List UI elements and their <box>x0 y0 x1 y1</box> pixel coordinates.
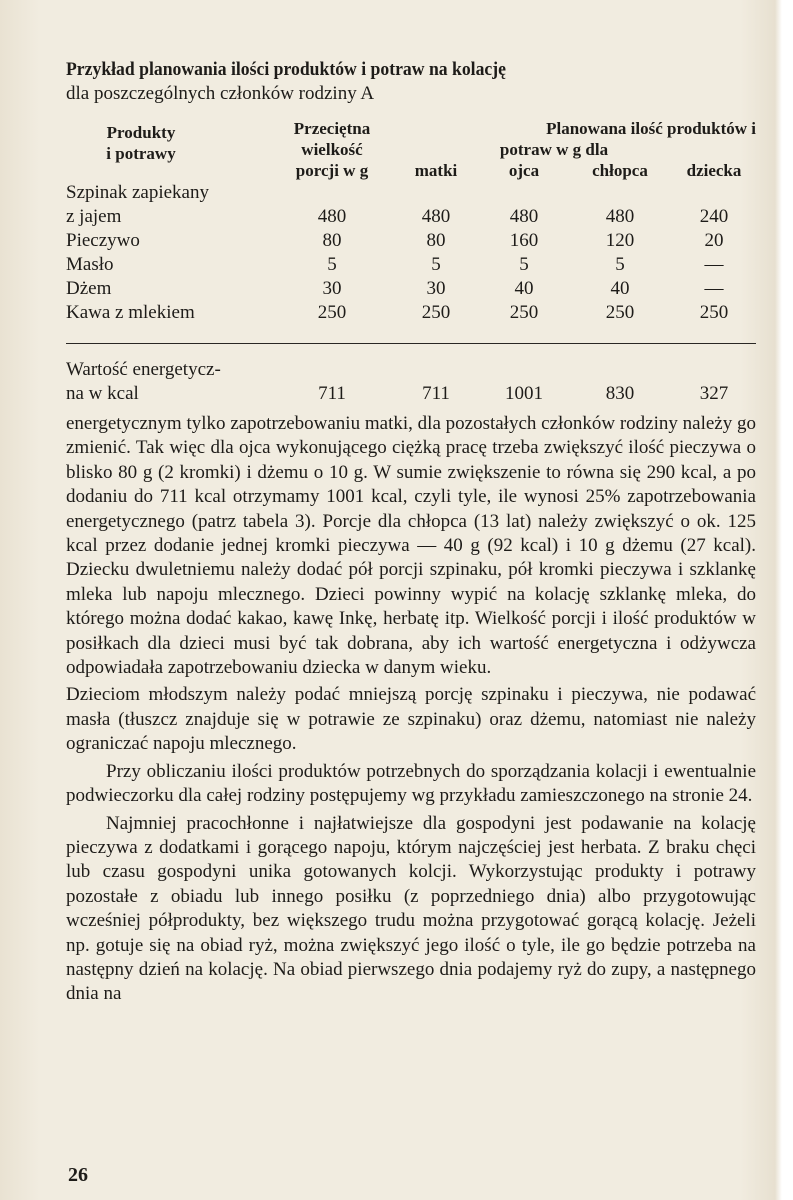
cell-mother: 80 <box>426 230 446 251</box>
cell-mother: 5 <box>431 254 441 275</box>
row-label: Szpinak zapiekany <box>66 182 209 203</box>
row-label: z jajem <box>66 206 122 227</box>
cell-boy: 40 <box>610 278 630 299</box>
cell-avg: 480 <box>317 206 347 227</box>
header-planned-line2: potraw w g dla <box>499 140 609 159</box>
cell-child: 250 <box>699 302 729 323</box>
cell-mother: 250 <box>421 302 451 323</box>
header-child: dziecka <box>686 161 742 180</box>
energy-label: na w kcal <box>66 383 139 404</box>
table-row <box>66 277 756 301</box>
cell-mother: 480 <box>421 206 451 227</box>
energy-avg: 711 <box>318 383 346 404</box>
header-boy: chłopca <box>592 161 648 180</box>
row-label: Dżem <box>66 278 112 299</box>
cell-boy: 5 <box>615 254 625 275</box>
cell-father: 160 <box>509 230 539 251</box>
table-subtitle: dla poszczególnych członków rodziny A <box>66 83 375 104</box>
cell-child: — <box>704 278 724 299</box>
cell-child: 240 <box>699 206 729 227</box>
table-row <box>66 181 756 205</box>
header-avg-line3: porcji w g <box>295 161 369 180</box>
energy-label: Wartość energetycz- <box>66 359 221 380</box>
cell-father: 5 <box>519 254 529 275</box>
table-spacer <box>66 344 756 359</box>
cell-avg: 30 <box>322 278 342 299</box>
energy-father: 1001 <box>505 383 543 404</box>
table-title: Przykład planowania ilości produktów i potraw na kolację <box>66 59 507 80</box>
energy-row <box>66 358 756 382</box>
header-row-1 <box>66 118 756 139</box>
row-label: Pieczywo <box>66 230 140 251</box>
cell-father: 480 <box>509 206 539 227</box>
header-planned-line1: Planowana ilość produktów i <box>546 119 756 138</box>
paragraph: Najmniej pracochłonne i najłatwiejsze dla gospodyni jest podawanie na kolację pieczywa z dodatkami i gorącego napoju, którym najczęściej jest herbata. Z braku chęci lub czasu gospodyni unika gotowanych kolcji. Wykorzystując produkty i potrawy pozostałe z obiadu lub innego posiłku (z poprzedniego dnia) albo przygotowując wcześniej półprodukty, bez większego trudu można przygotować gorącą kolację. Jeżeli np. gotuje się na obiad ryż, można zwiększyć jego ilość o tyle, ile go będzie potrzeba na następny dzień na kolację. Na obiad pierwszego dnia podajemy ryż do zupy, a następnego dnia na <box>66 812 756 1005</box>
cell-child: — <box>704 254 724 275</box>
header-avg-line1: Przeciętna <box>293 119 371 138</box>
cell-mother: 30 <box>426 278 446 299</box>
header-mother: matki <box>414 161 458 180</box>
table-row <box>66 229 756 253</box>
cell-child: 20 <box>704 230 724 251</box>
page-content <box>66 58 756 1007</box>
cell-boy: 480 <box>605 206 635 227</box>
cell-avg: 80 <box>322 230 342 251</box>
cell-father: 40 <box>514 278 534 299</box>
page-number: 26 <box>68 1164 88 1186</box>
energy-mother: 711 <box>422 383 450 404</box>
table-row <box>66 301 756 325</box>
planning-table <box>66 118 756 406</box>
header-father: ojca <box>508 161 540 180</box>
cell-avg: 250 <box>317 302 347 323</box>
energy-row <box>66 382 756 406</box>
energy-boy: 830 <box>605 383 635 404</box>
cell-avg: 5 <box>327 254 337 275</box>
row-label: Kawa z mlekiem <box>66 302 195 323</box>
cell-father: 250 <box>509 302 539 323</box>
header-avg-line2: wielkość <box>301 140 363 159</box>
cell-boy: 120 <box>605 230 635 251</box>
paragraph: energetycznym tylko zapotrzebowaniu matki, dla pozostałych członków rodziny należy go zmienić. Tak więc dla ojca wykonującego ciężką pracę trzeba zwiększyć ilość pieczywa o blisko 80 g (2 kromki) i dżemu o 10 g. W sumie zwiększenie to równa się 290 kcal, a po dodaniu do 711 kcal otrzymamy 1001 kcal, czyli tyle, ile wynosi 25% zapotrzebowania energetycznego (patrz tabela 3). Porcje dla chłopca (13 lat) należy zwiększyć o ok. 125 kcal przez dodanie jednej kromki pieczywa — 40 g (92 kcal) i 10 g dżemu (27 kcal). Dziecku dwuletniemu należy dodać pół porcji szpinaku, pół kromki pieczywa i szklankę mleka lub napoju mlecznego. Dzieci powinny wypić na kolację szklankę mleka, do którego można dodać kakao, kawę Inkę, herbatę itp. Wielkość porcji i ilość produktów w posiłkach dla dzieci musi być tak dobrana, aby ich wartość energetyczna i odżywcza odpowiadała zapotrzebowaniu dziecka w danym wieku. <box>66 413 756 679</box>
table-divider <box>66 325 756 344</box>
paragraph: Przy obliczaniu ilości produktów potrzebnych do sporządzania kolacji i ewentualnie podwieczorku dla całej rodziny postępujemy wg przykładu zamieszczonego na stronie 24. <box>66 760 756 807</box>
header-products: Produkty i potrawy <box>106 123 176 163</box>
paragraph: Dzieciom młodszym należy podać mniejszą porcję szpinaku i pieczywa, nie podawać masła (tłuszcz znajduje się w potrawie ze szpinaku) oraz dżemu, natomiast nie należy ograniczać napoju mlecznego. <box>66 684 756 755</box>
row-label: Masło <box>66 254 114 275</box>
cell-boy: 250 <box>605 302 635 323</box>
table-row <box>66 253 756 277</box>
energy-child: 327 <box>699 383 729 404</box>
table-row <box>66 205 756 229</box>
